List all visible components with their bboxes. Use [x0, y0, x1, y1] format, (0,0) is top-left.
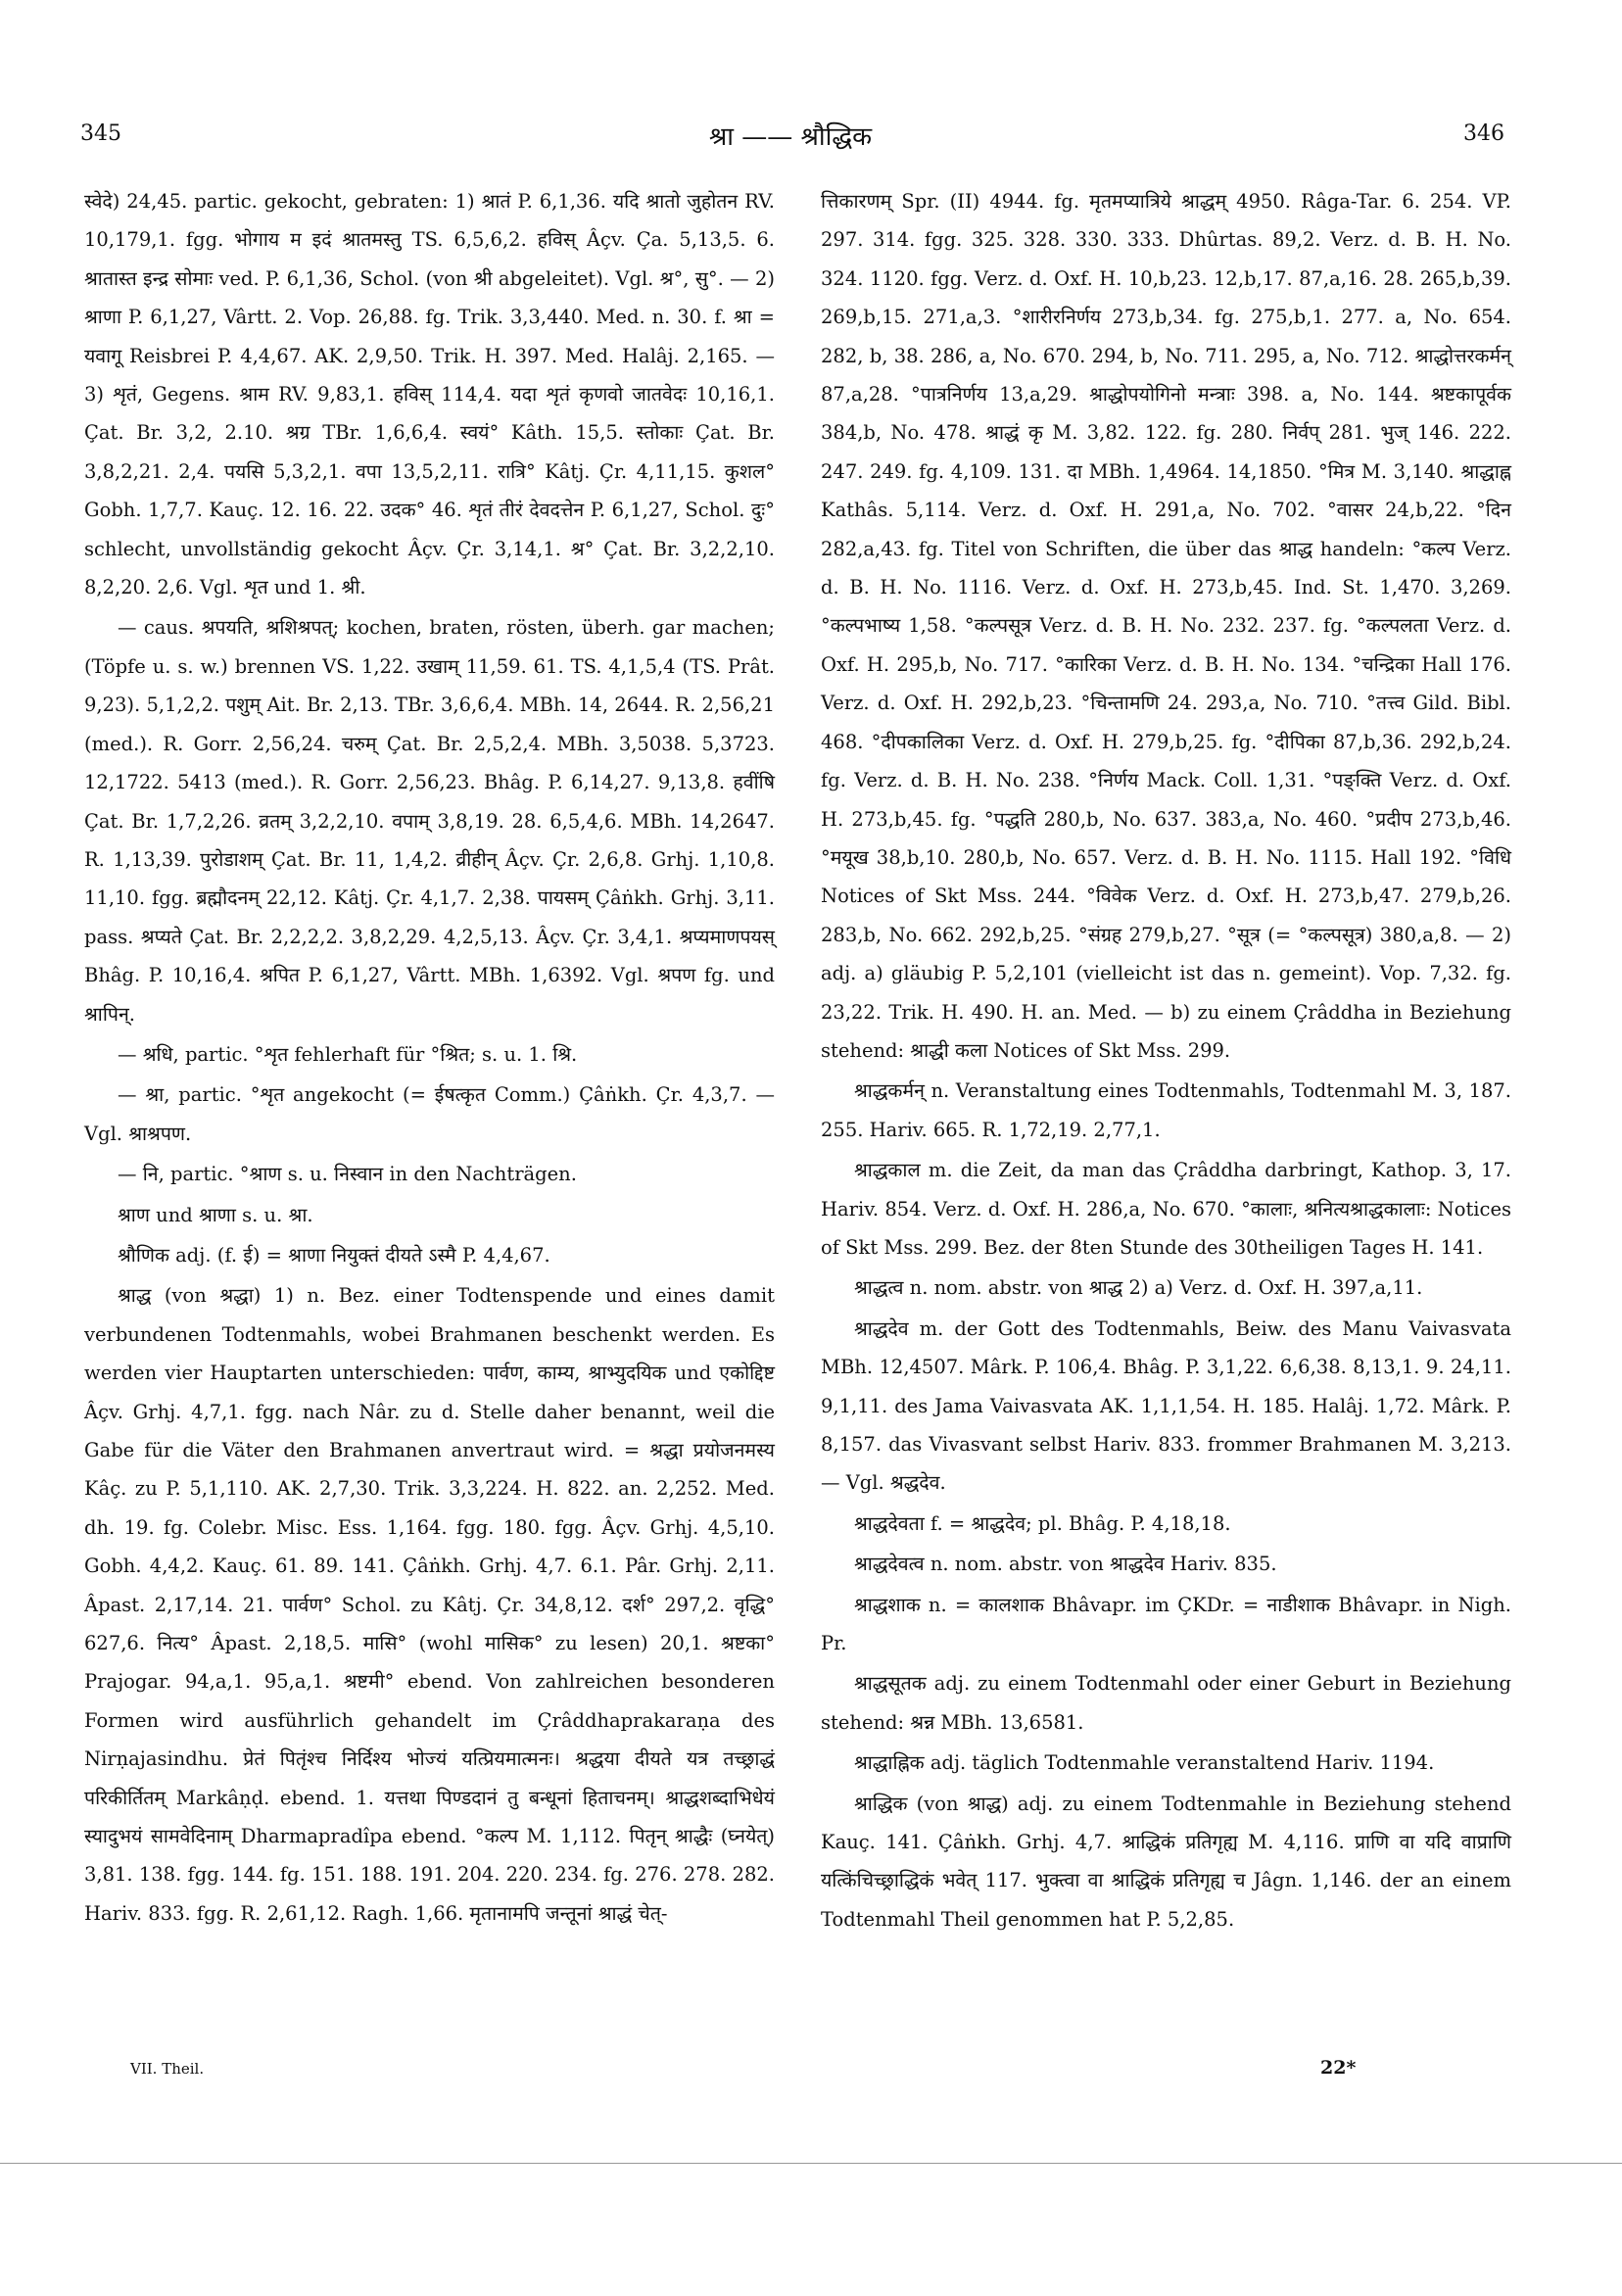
- entry-paragraph: श्राद्धसूतक adj. zu einem Todtenmahl oder einer Geburt in Beziehung stehend: श्रन्न MBh. 13,6581.: [821, 1672, 1511, 1734]
- entry-paragraph: श्राद्ध (von श्रद्धा) 1) n. Bez. einer Todtenspende und eines damit verbundenen Todtenmahls, wobei Brahmanen beschenkt werden. Es werden vier Hauptarten unterschieden: पार्वण, काम्य, श्राभ्युदयिक und एकोद्दिष्ट Âçv. Grhj. 4,7,1. fgg. nach Nâr. zu d. Stelle daher benannt, weil die Gabe für die Väter den Brahmanen anvertraut wird. = श्रद्धा प्रयोजनमस्य Kâç. zu P. 5,1,110. AK. 2,7,30. Trik. 3,3,224. H. 822. an. 2,252. Med. dh. 19. fg. Colebr. Misc. Ess. 1,164. fgg. 180. fgg. Âçv. Grhj. 4,5,10. Gobh. 4,4,2. Kauç. 61. 89. 141. Çâṅkh. Grhj. 4,7. 6.1. Pâr. Grhj. 2,11. Âpast. 2,17,14. 21. पार्वण° Schol. zu Kâtj. Çr. 34,8,12. दर्श° 297,2. वृद्धि° 627,6. नित्य° Âpast. 2,18,5. मासि° (wohl मासिक° zu lesen) 20,1. श्रष्टका° Prajogar. 94,a,1. 95,a,1. श्रष्टमी° ebend. Von zahlreichen besonderen Formen wird ausführlich gehandelt im Çrâddhaprakaraṇa des Nirṇajasindhu. प्रेतं पितृंश्च निर्दिश्य भोज्यं यत्प्रियमात्मनः। श्रद्धया दीयते यत्र तच्छ्राद्धं परिकीर्तितम् Markâṇḍ. ebend. 1. यत्तथा पिण्डदानं तु बन्धूनां हिताचनम्। श्राद्धशब्दाभिधेयं स्यादुभयं सामवेदिनाम् Dharmapradîpa ebend. °कल्प M. 1,112. पितृन् श्राद्धैः (घ्नयेत्) 3,81. 138. fgg. 144. fg. 151. 188. 191. 204. 220. 234. fg. 276. 278. 282. Hariv. 833. fgg. R. 2,61,12. Ragh. 1,66. मृतानामपि जन्तूनां श्राद्धं चेत्-: [84, 1284, 775, 1925]
- entry-paragraph: श्राद्धदेव m. der Gott des Todtenmahls, Beiw. des Manu Vaivasvata MBh. 12,4507. Mârk. P. 106,4. Bhâg. P. 3,1,22. 6,6,38. 8,13,1. 9. 24,11. 9,1,11. des Jama Vaivasvata AK. 1,1,1,54. H. 185. Halâj. 1,72. Mârk. P. 8,157. das Vivasvant selbst Hariv. 833. frommer Brahmanen M. 3,213. — Vgl. श्रद्धदेव.: [821, 1316, 1511, 1495]
- page-number-right: 346: [1463, 121, 1504, 146]
- left-column: [84, 182, 775, 1933]
- page-number-left: 345: [80, 121, 121, 146]
- entry-paragraph: श्राद्धदेवत्व n. nom. abstr. von श्राद्धदेव Hariv. 835.: [854, 1553, 1277, 1576]
- entry-paragraph: त्तिकारणम् Spr. (II) 4944. fg. मृतमप्यात्रिये श्राद्धम् 4950. Râga-Tar. 6. 254. VP. 297. 314. fgg. 325. 328. 330. 333. Dhûrtas. 89,2. Verz. d. B. H. No. 324. 1120. fgg. Verz. d. Oxf. H. 10,b,23. 12,b,17. 87,a,16. 28. 265,b,39. 269,b,15. 271,a,3. °शारीरनिर्णय 273,b,34. fg. 275,b,1. 277. a, No. 654. 282, b, 38. 286, a, No. 670. 294, b, No. 711. 295, a, No. 712. श्राद्धोत्तरकर्मन् 87,a,28. °पात्रनिर्णय 13,a,29. श्राद्धोपयोगिनो मन्त्राः 398. a, No. 144. श्रष्टकापूर्वक 384,b, No. 478. श्राद्धं कृ M. 3,82. 122. fg. 280. निर्वप् 281. भुज् 146. 222. 247. 249. fg. 4,109. 131. दा MBh. 1,4964. 14,1850. °मित्र M. 3,140. श्राद्धाह्न Kathâs. 5,114. Verz. d. Oxf. H. 291,a, No. 702. °वासर 24,b,22. °दिन 282,a,43. fg. Titel von Schriften, die über das श्राद्ध handeln: °कल्प Verz. d. B. H. No. 1116. Verz. d. Oxf. H. 273,b,45. Ind. St. 1,470. 3,269. °कल्पभाष्य 1,58. °कल्पसूत्र Verz. d. B. H. No. 232. 237. fg. °कल्पलता Verz. d. Oxf. H. 295,b, No. 717. °कारिका Verz. d. B. H. No. 134. °चन्द्रिका Hall 176. Verz. d. Oxf. H. 292,b,23. °चिन्तामणि 24. 293,a, No. 710. °तत्त्व Gild. Bibl. 468. °दीपकालिका Verz. d. Oxf. H. 279,b,25. fg. °दीपिका 87,b,36. 292,b,24. fg. Verz. d. B. H. No. 238. °निर्णय Mack. Coll. 1,31. °पङ्क्ति Verz. d. Oxf. H. 273,b,45. fg. °पद्धति 280,b, No. 637. 383,a, No. 460. °प्रदीप 273,b,46. °मयूख 38,b,10. 280,b, No. 657. Verz. d. B. H. No. 1115. Hall 192. °विधि Notices of Skt Mss. 244. °विवेक Verz. d. Oxf. H. 273,b,47. 279,b,26. 283,b, No. 662. 292,b,25. °संग्रह 279,b,27. °सूत्र (= °कल्पसूत्र) 380,a,8. — 2) adj. a) gläubig P. 5,2,101 (vielleicht ist das n. gemeint). Vop. 7,32. fg. 23,22. Trik. H. 490. H. an. Med. — b) zu einem Çrâddha in Beziehung stehend: श्राद्धी कला Notices of Skt Mss. 299.: [821, 190, 1511, 1062]
- entry-paragraph: श्राद्धकर्मन् n. Veranstaltung eines Todtenmahls, Todtenmahl M. 3, 187. 255. Hariv. 665. R. 1,72,19. 2,77,1.: [821, 1079, 1511, 1141]
- entry-paragraph: श्राद्धाह्निक adj. täglich Todtenmahle veranstaltend Hariv. 1194.: [854, 1751, 1435, 1775]
- entry-paragraph: — श्रा, partic. °शृत angekocht (= ईषत्कृत Comm.) Çâṅkh. Çr. 4,3,7. — Vgl. श्राश्रपण.: [84, 1083, 775, 1145]
- page-header: [76, 116, 1504, 155]
- volume-label: VII. Theil.: [130, 2060, 205, 2078]
- entry-paragraph: — नि, partic. °श्राण s. u. निस्वान in den Nachträgen.: [118, 1163, 577, 1186]
- entry-paragraph: श्रौणिक adj. (f. ई) = श्राणा नियुक्तं दीयते ऽस्मै P. 4,4,67.: [118, 1243, 550, 1267]
- entry-paragraph: श्राद्धत्व n. nom. abstr. von श्राद्ध 2) a) Verz. d. Oxf. H. 397,a,11.: [854, 1276, 1423, 1300]
- entry-paragraph: स्वेदे) 24,45. partic. gekocht, gebraten: 1) श्रातं P. 6,1,36. यदि श्रातो जुहोतन RV. 10,179,1. fgg. भोगाय म इदं श्रातमस्तु TS. 6,5,6,2. हविस् Âçv. Ça. 5,13,5. 6. श्रातास्त इन्द्र सोमाः ved. P. 6,1,36, Schol. (von श्री abgeleitet). Vgl. श्र°, सु°. — 2) श्राणा P. 6,1,27, Vârtt. 2. Vop. 26,88. fg. Trik. 3,3,440. Med. n. 30. f. श्रा = यवागू Reisbrei P. 4,4,67. AK. 2,9,50. Trik. H. 397. Med. Halâj. 2,165. — 3) शृतं, Gegens. श्राम RV. 9,83,1. हविस् 114,4. यदा शृतं कृणवो जातवेदः 10,16,1. Çat. Br. 3,2, 2.10. श्रग्र TBr. 1,6,6,4. स्वयं° Kâth. 15,5. स्तोकाः Çat. Br. 3,8,2,21. 2,4. पयसि 5,3,2,1. वपा 13,5,2,11. रात्रि° Kâtj. Çr. 4,11,15. कुशल° Gobh. 1,7,7. Kauç. 12. 16. 22. उदक° 46. शृतं तीरं देवदत्तेन P. 6,1,27, Schol. दुः° schlecht, unvollständig gekocht Âçv. Çr. 3,14,1. श्र° Çat. Br. 3,2,2,10. 8,2,20. 2,6. Vgl. शृत und 1. श्री.: [84, 190, 775, 599]
- bottom-rule: [0, 2163, 1622, 2164]
- entry-paragraph: श्राद्धकाल m. die Zeit, da man das Çrâddha darbringt, Kathop. 3, 17. Hariv. 854. Verz. d. Oxf. H. 286,a, No. 670. °कालाः, श्रनित्यश्राद्धकालाः: Notices of Skt Mss. 299. Bez. der 8ten Stunde des 30theiligen Tages H. 141.: [821, 1159, 1511, 1259]
- entry-paragraph: श्राद्धदेवता f. = श्राद्धदेव; pl. Bhâg. P. 4,18,18.: [854, 1511, 1231, 1535]
- entry-paragraph: श्राद्धशाक n. = कालशाक Bhâvapr. im ÇKDr. = नाडीशाक Bhâvapr. in Nigh. Pr.: [821, 1593, 1511, 1655]
- signature-mark: 22*: [1320, 2057, 1357, 2079]
- entry-paragraph: श्राण und श्राणा s. u. श्रा.: [118, 1203, 313, 1226]
- entry-paragraph: श्राद्धिक (von श्राद्ध) adj. zu einem Todtenmahle in Beziehung stehend Kauç. 141. Çâṅkh. Grhj. 4,7. श्राद्धिकं प्रतिगृह्य M. 4,116. प्राणि वा यदि वाप्राणि यत्किंचिच्छ्राद्धिकं भवेत् 117. भुक्त्वा वा श्राद्धिकं प्रतिगृह्य च Jâgn. 1,146. der an einem Todtenmahl Theil genommen hat P. 5,2,85.: [821, 1792, 1511, 1931]
- entry-paragraph: — श्रधि, partic. °शृत fehlerhaft für °श्रित; s. u. 1. श्रि.: [118, 1042, 578, 1066]
- right-column: [821, 182, 1511, 1938]
- running-title: श्रा —— श्रौद्धिक: [708, 122, 873, 152]
- entry-paragraph: — caus. श्रपयति, श्रशिश्रपत्; kochen, braten, rösten, überh. gar machen; (Töpfe u. s. w.) brennen VS. 1,22. उखाम् 11,59. 61. TS. 4,1,5,4 (TS. Prât. 9,23). 5,1,2,2. पशुम् Ait. Br. 2,13. TBr. 3,6,6,4. MBh. 14, 2644. R. 2,56,21 (med.). R. Gorr. 2,56,24. चरुम् Çat. Br. 2,5,2,4. MBh. 3,5038. 5,3723. 12,1722. 5413 (med.). R. Gorr. 2,56,23. Bhâg. P. 6,14,27. 9,13,8. हवींषि Çat. Br. 1,7,2,26. व्रतम् 3,2,2,10. वपाम् 3,8,19. 28. 6,5,4,6. MBh. 14,2647. R. 1,13,39. पुरोडाशम् Çat. Br. 11, 1,4,2. व्रीहीन् Âçv. Çr. 2,6,8. Grhj. 1,10,8. 11,10. fgg. ब्रह्मौदनम् 22,12. Kâtj. Çr. 4,1,7. 2,38. पायसम् Çâṅkh. Grhj. 3,11. pass. श्रप्यते Çat. Br. 2,2,2,2. 3,8,2,29. 4,2,5,13. Âçv. Çr. 3,4,1. श्रप्यमाणपयस् Bhâg. P. 10,16,4. श्रपित P. 6,1,27, Vârtt. MBh. 1,6392. Vgl. श्रपण fg. und श्रापिन्.: [84, 616, 775, 1026]
